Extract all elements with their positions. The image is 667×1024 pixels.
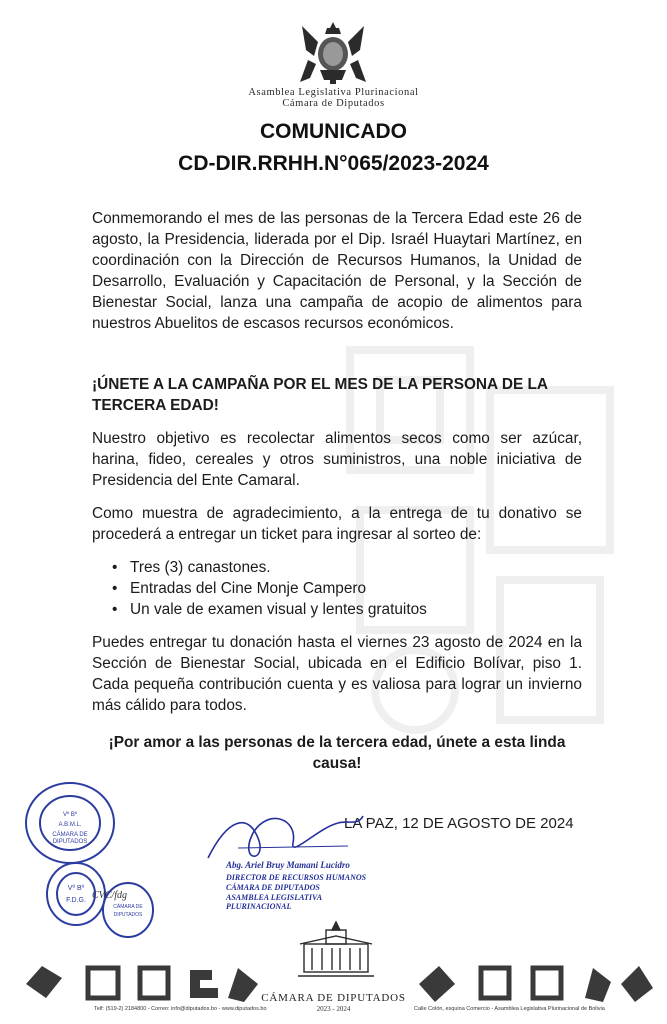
list-item: • Entradas del Cine Monje Campero bbox=[112, 578, 572, 599]
svg-text:Vº Bº: Vº Bº bbox=[67, 885, 85, 892]
date-line: LA PAZ, 12 DE AGOSTO DE 2024 bbox=[344, 815, 574, 832]
signatory-name: Abg. Ariel Bruy Mamani Lucidro bbox=[226, 860, 350, 870]
svg-text:DIPUTADOS: DIPUTADOS bbox=[52, 839, 88, 845]
footer-contact: Telf: (519-2) 2184800 - Correo: info@diputados.bo - www.diputados.bo bbox=[94, 1006, 267, 1012]
signatory-department: CÁMARA DE DIPUTADOS bbox=[226, 883, 320, 892]
svg-text:CÁMARA DE: CÁMARA DE bbox=[52, 832, 88, 838]
list-item: • Un vale de examen visual y lentes gratuitos bbox=[112, 599, 572, 620]
handwritten-initials: CVC/fdg bbox=[92, 890, 128, 901]
institution-name: Asamblea Legislativa Plurinacional bbox=[248, 87, 419, 98]
footer-period: 2023 - 2024 bbox=[316, 1005, 351, 1013]
footer-chamber-name: CÁMARA DE DIPUTADOS bbox=[261, 992, 406, 1004]
delivery-paragraph: Puedes entregar tu donación hasta el viernes 23 agosto de 2024 en la Sección de Bienestar Social, ubicada en el Edificio Bolívar, piso 1. Cada pequeña contribución cuenta y es valiosa para lograr un invierno más cálido para todos. bbox=[92, 634, 582, 714]
prize-list bbox=[112, 557, 572, 620]
svg-text:A.B.M.L.: A.B.M.L. bbox=[58, 822, 82, 828]
intro-paragraph: Conmemorando el mes de las personas de la Tercera Edad este 26 de agosto, la Presidencia, liderada por el Dip. Israél Huaytari Martínez, en coordinación con la Dirección de Recursos Humanos, la Unidad de Desarrollo, Evaluación y Capacitación de Personal, y la Sección de Bienestar Social, lanza una campaña de acopio de alimentos para nuestros Abuelitos de escasos recursos económicos. bbox=[92, 210, 582, 332]
footer-address: Calle Colón, esquina Comercio - Asamblea Legislativa Plurinacional de Bolivia bbox=[414, 1006, 605, 1012]
handwritten-signature bbox=[198, 808, 368, 868]
closing-slogan: ¡Por amor a las personas de la tercera edad, únete a esta linda causa! bbox=[108, 734, 566, 772]
svg-text:CÁMARA DE: CÁMARA DE bbox=[113, 904, 143, 910]
signatory-organization: ASAMBLEA LEGISLATIVA PLURINACIONAL bbox=[226, 893, 322, 911]
gratitude-paragraph: Como muestra de agradecimiento, a la entrega de tu donativo se procederá a entregar un ticket para ingresar al sorteo de: bbox=[92, 505, 582, 543]
signatory-role: DIRECTOR DE RECURSOS HUMANOS bbox=[226, 873, 367, 882]
chamber-stamp bbox=[100, 880, 156, 940]
svg-text:DIPUTADOS: DIPUTADOS bbox=[113, 912, 143, 918]
list-item: • Tres (3) canastones. bbox=[112, 557, 572, 578]
document-title: COMUNICADO bbox=[260, 120, 407, 143]
svg-text:Vº Bº: Vº Bº bbox=[62, 812, 78, 818]
hr-department-stamp bbox=[22, 778, 118, 868]
campaign-heading: ¡ÚNETE A LA CAMPAÑA POR EL MES DE LA PERSONA DE LA TERCERA EDAD! bbox=[92, 376, 548, 414]
svg-text:F.D.G.: F.D.G. bbox=[66, 897, 86, 904]
document-code: CD-DIR.RRHH.N°065/2023-2024 bbox=[178, 152, 489, 175]
coat-of-arms-logo bbox=[296, 20, 370, 86]
legislative-building-logo bbox=[296, 920, 376, 980]
chamber-name: Cámara de Diputados bbox=[282, 98, 385, 109]
objective-paragraph: Nuestro objetivo es recolectar alimentos secos como ser azúcar, harina, fideo, cereales y otros suministros, una noble iniciativa de Presidencia del Ente Camaral. bbox=[92, 430, 582, 489]
